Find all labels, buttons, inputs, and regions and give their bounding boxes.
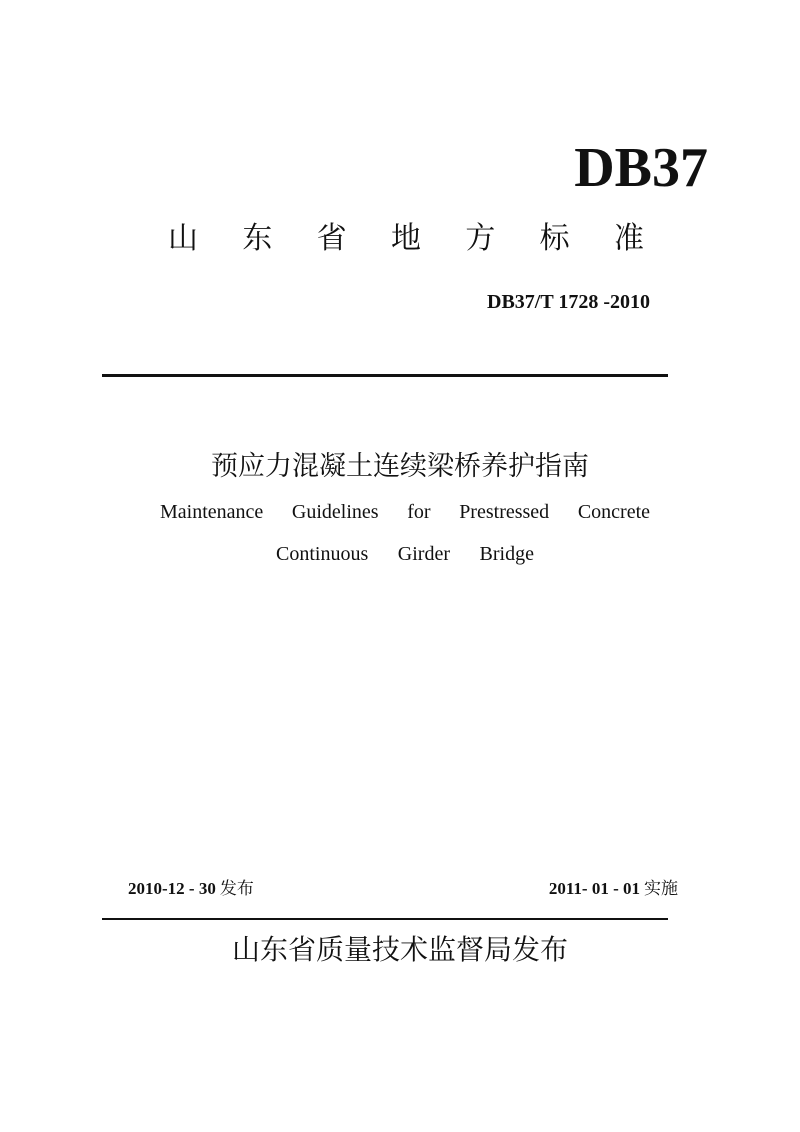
title-word: Prestressed — [459, 501, 550, 523]
standard-type-char: 方 — [465, 222, 496, 255]
issue-date-value: 2010-12 - 30 — [128, 879, 216, 898]
top-divider — [102, 374, 668, 377]
standard-number: DB37/T 1728 -2010 — [487, 291, 650, 313]
title-word: Bridge — [479, 543, 534, 565]
standard-type-char: 省 — [316, 222, 347, 255]
standard-type-char: 山 — [168, 222, 198, 255]
standard-code: DB37 — [574, 137, 708, 199]
implementation-date-label: 实施 — [644, 879, 678, 898]
publisher: 山东省质量技术监督局发布 — [231, 935, 568, 966]
title-word: Continuous — [276, 543, 369, 565]
issue-date-label: 发布 — [219, 879, 254, 898]
title-word: Girder — [397, 543, 450, 565]
standard-type-char: 标 — [539, 222, 570, 255]
title-word: Concrete — [577, 501, 650, 523]
title-english-line1 — [160, 502, 650, 522]
standard-type-char: 东 — [242, 222, 273, 255]
standard-type — [168, 224, 644, 254]
title-word: Maintenance — [160, 501, 264, 523]
title-english-line2 — [276, 544, 534, 564]
title-word: Guidelines — [291, 501, 379, 523]
issue-date — [128, 880, 254, 897]
title-word: for — [407, 501, 431, 523]
title-chinese: 预应力混凝土连续梁桥养护指南 — [211, 451, 589, 481]
standard-type-char: 地 — [390, 222, 421, 255]
implementation-date-value: 2011- 01 - 01 — [548, 879, 640, 898]
bottom-divider — [102, 918, 668, 920]
standard-type-char: 准 — [613, 222, 644, 255]
implementation-date — [549, 880, 678, 897]
